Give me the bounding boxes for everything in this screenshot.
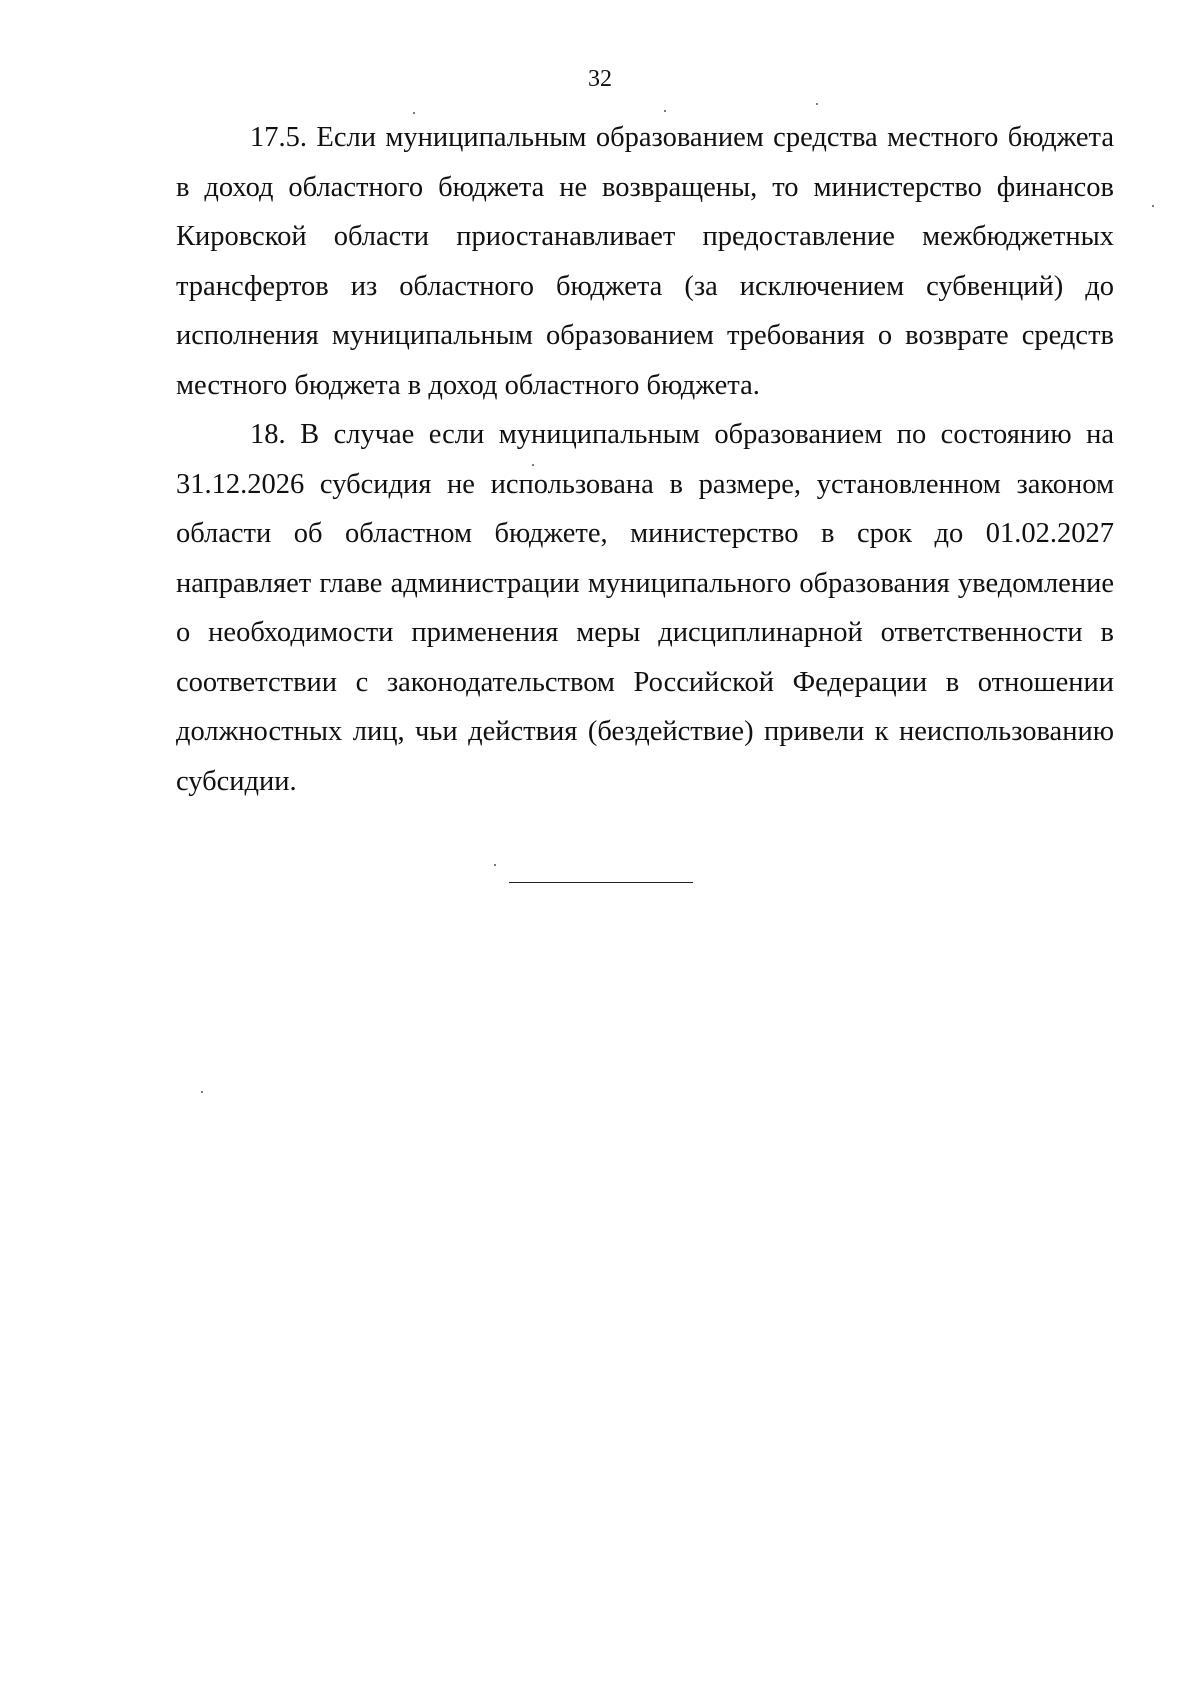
end-of-text-rule: [509, 882, 693, 883]
page-number: 32: [588, 66, 612, 92]
scan-speck: [664, 110, 666, 112]
paragraph-18: 18. В случае если муниципальным образованием по состоянию на 31.12.2026 субсидия не использована в размере, установленном законом области об областном бюджете, министерство в срок до 01.02.2027 направляет главе администрации муниципального образования уведомление о необходимости применения меры дисциплинарной ответственности в соответствии с законодательством Российской Федерации в отношении должностных лиц, чьи действия (бездействие) привели к неиспользованию субсидии.: [176, 419, 1114, 797]
scan-speck: [1152, 205, 1154, 207]
scan-speck: [494, 864, 496, 866]
scan-speck: [413, 112, 415, 114]
scan-speck: [532, 464, 534, 466]
document-body: [176, 113, 1114, 806]
scan-speck: [201, 1091, 203, 1093]
scan-speck: [816, 103, 818, 105]
paragraph-17-5: 17.5. Если муниципальным образованием средства местного бюджета в доход областного бюджета не возвращены, то министерство финансов Кировской области приостанавливает предоставление межбюджетных трансфертов из областного бюджета (за исключением субвенций) до исполнения муниципальным образованием требования о возврате средств местного бюджета в доход областного бюджета.: [176, 122, 1114, 401]
